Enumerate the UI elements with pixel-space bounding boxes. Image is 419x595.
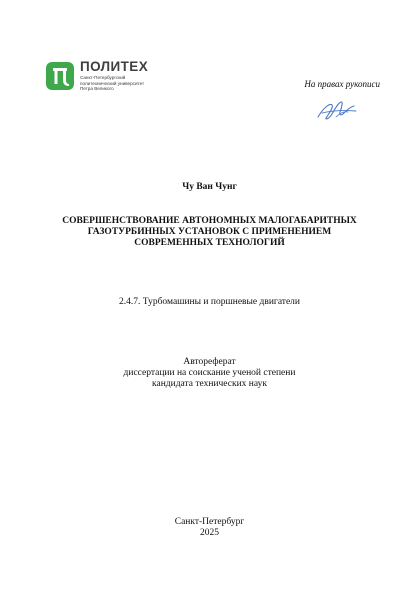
politech-pi-logo-icon (46, 62, 74, 90)
author-name: Чу Ван Чунг (182, 182, 237, 192)
logo-subtitle (80, 75, 144, 92)
title-line: СОВРЕМЕННЫХ ТЕХНОЛОГИЙ (134, 238, 285, 248)
abstract-line: кандидата технических наук (152, 379, 267, 389)
specialty-code: 2.4.7. Турбомашины и поршневые двигатели (119, 297, 300, 307)
logo-subtitle-line: политехнический университет (80, 80, 145, 86)
city: Санкт-Петербург (174, 517, 245, 527)
university-logo (46, 60, 166, 94)
manuscript-note: На правах рукописи (304, 79, 380, 89)
title-line: ГАЗОТУРБИННЫХ УСТАНОВОК С ПРИМЕНЕНИЕМ (87, 227, 332, 237)
logo-subtitle-line: Санкт-Петербургский (80, 75, 126, 80)
year: 2025 (200, 528, 219, 538)
place-and-year (0, 517, 419, 539)
handwritten-signature (314, 97, 360, 123)
abstract-line: диссертации на соискание ученой степени (123, 368, 296, 378)
abstract-description (0, 357, 419, 390)
dissertation-title (40, 216, 379, 249)
logo-subtitle-line: Петра Великого (80, 86, 114, 92)
abstract-line: Автореферат (183, 357, 236, 367)
title-line: СОВЕРШЕНСТВОВАНИЕ АВТОНОМНЫХ МАЛОГАБАРИТНЫХ (62, 216, 357, 226)
logo-name: ПОЛИТЕХ (80, 59, 149, 74)
